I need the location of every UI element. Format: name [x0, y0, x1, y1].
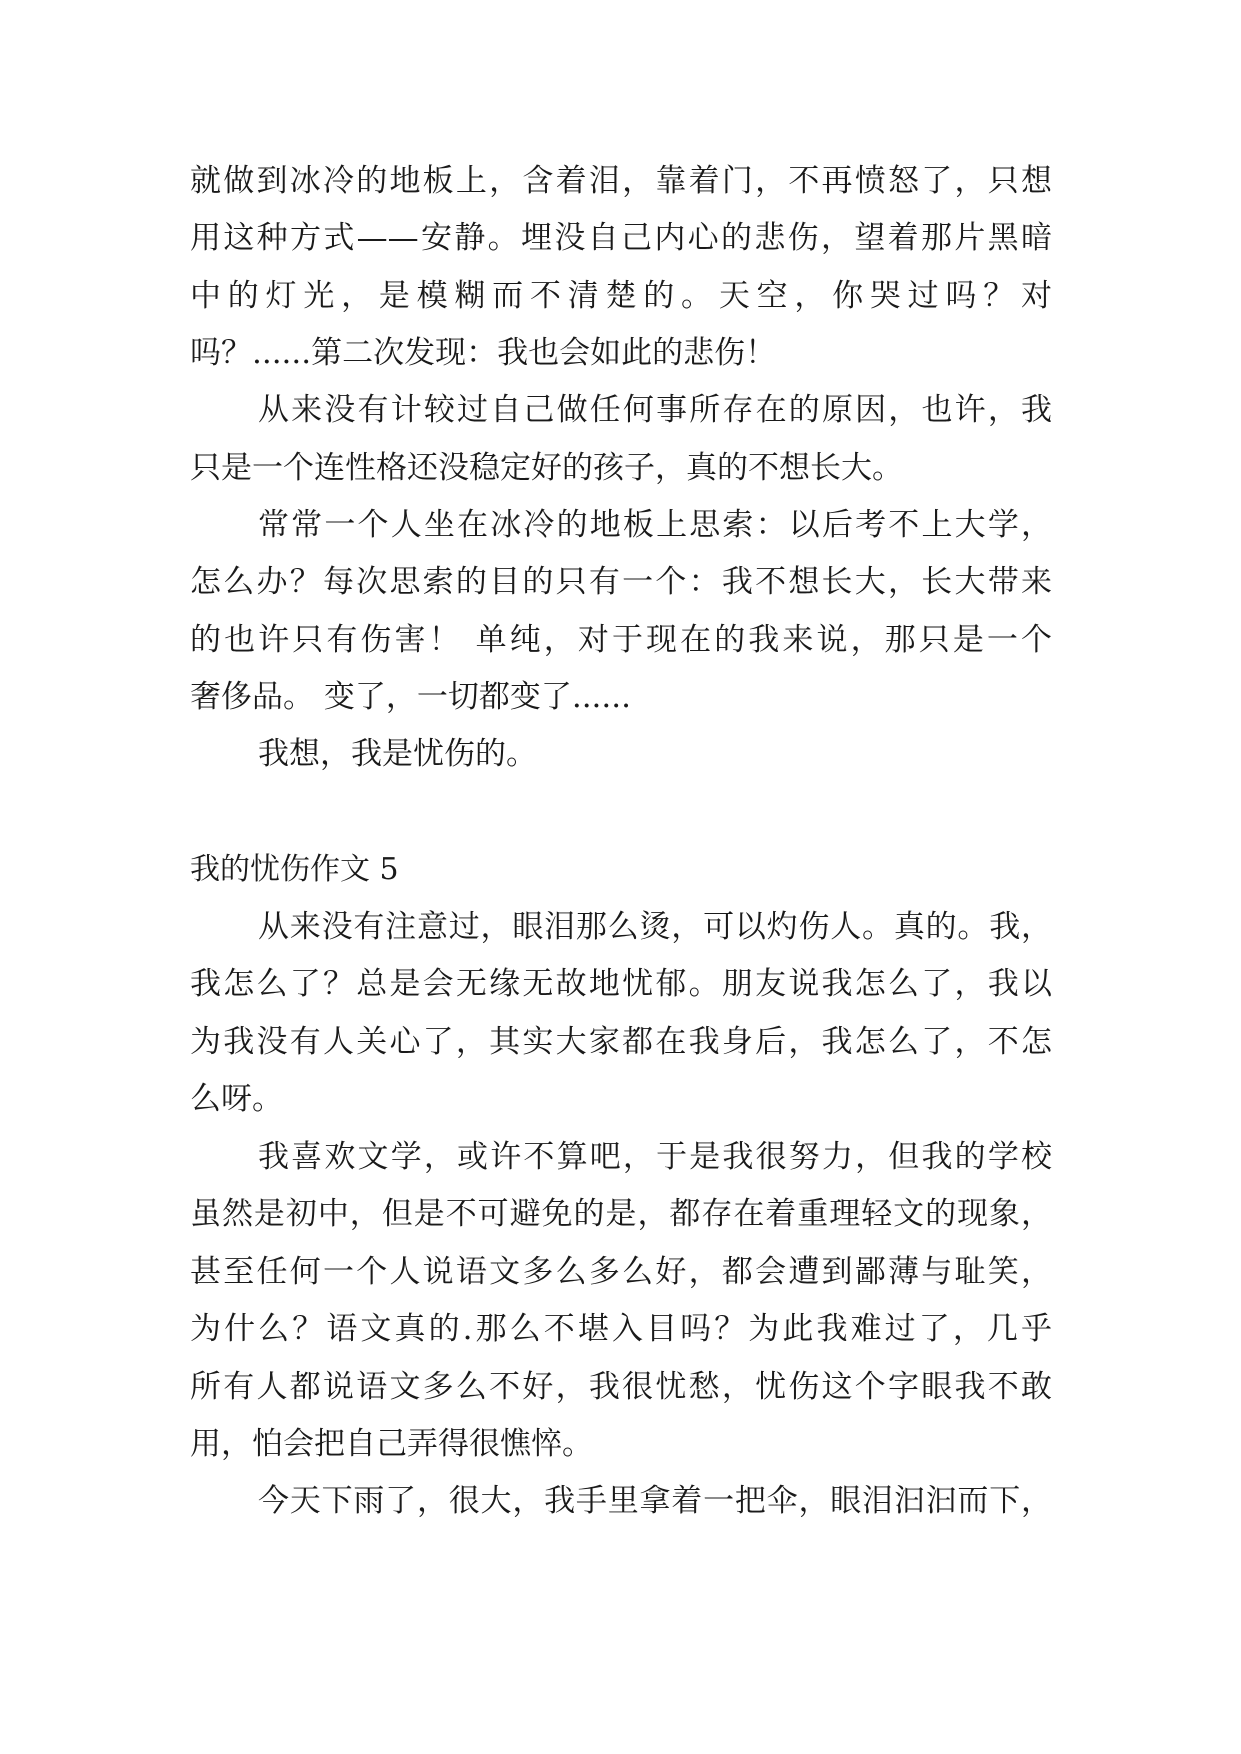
paragraph-line: 从来没有注意过，眼泪那么烫，可以灼伤人。真的。我，: [258, 909, 1052, 945]
paragraph-line: 怎么办？每次思索的目的只有一个：我不想长大，长大带来: [190, 564, 1052, 600]
paragraph-line: 用这种方式——安静。埋没自己内心的悲伤，望着那片黑暗: [190, 220, 1052, 256]
paragraph-line: 只是一个连性格还没稳定好的孩子，真的不想长大。: [190, 450, 903, 486]
paragraph-line: 从来没有计较过自己做任何事所存在的原因，也许，我: [258, 392, 1052, 428]
paragraph-line: 所有人都说语文多么不好，我很忧愁，忧伤这个字眼我不敢: [190, 1369, 1052, 1405]
paragraph-line: 吗？......第二次发现：我也会如此的悲伤！: [190, 335, 777, 371]
paragraph-line: 甚至任何一个人说语文多么多么好，都会遭到鄙薄与耻笑，: [190, 1254, 1052, 1290]
paragraph-line: 我怎么了？总是会无缘无故地忧郁。朋友说我怎么了，我以: [190, 966, 1052, 1002]
paragraph-line: 的也许只有伤害！ 单纯，对于现在的我来说，那只是一个: [190, 622, 1052, 658]
paragraph-line: 为什么？语文真的.那么不堪入目吗？为此我难过了，几乎: [190, 1311, 1052, 1347]
paragraph-line: 就做到冰冷的地板上，含着泪，靠着门，不再愤怒了，只想: [190, 163, 1052, 199]
paragraph-line: 奢侈品。 变了，一切都变了......: [190, 679, 631, 715]
paragraph-line: 我喜欢文学，或许不算吧，于是我很努力，但我的学校: [258, 1139, 1052, 1175]
paragraph-line: 用，怕会把自己弄得很憔悴。: [190, 1426, 593, 1462]
section-title: 我的忧伤作文 5: [190, 852, 399, 887]
paragraph-line: 为我没有人关心了，其实大家都在我身后，我怎么了，不怎: [190, 1024, 1052, 1060]
paragraph-line: 常常一个人坐在冰冷的地板上思索：以后考不上大学，: [258, 507, 1052, 543]
paragraph-line: 今天下雨了，很大，我手里拿着一把伞，眼泪汩汩而下，: [258, 1483, 1052, 1519]
paragraph-line: 中的灯光，是模糊而不清楚的。天空，你哭过吗？对: [190, 278, 1052, 314]
paragraph-line: 么呀。: [190, 1081, 283, 1117]
paragraph-line: 我想，我是忧伤的。: [258, 736, 537, 772]
paragraph-line: 虽然是初中，但是不可避免的是，都存在着重理轻文的现象，: [190, 1196, 1052, 1232]
